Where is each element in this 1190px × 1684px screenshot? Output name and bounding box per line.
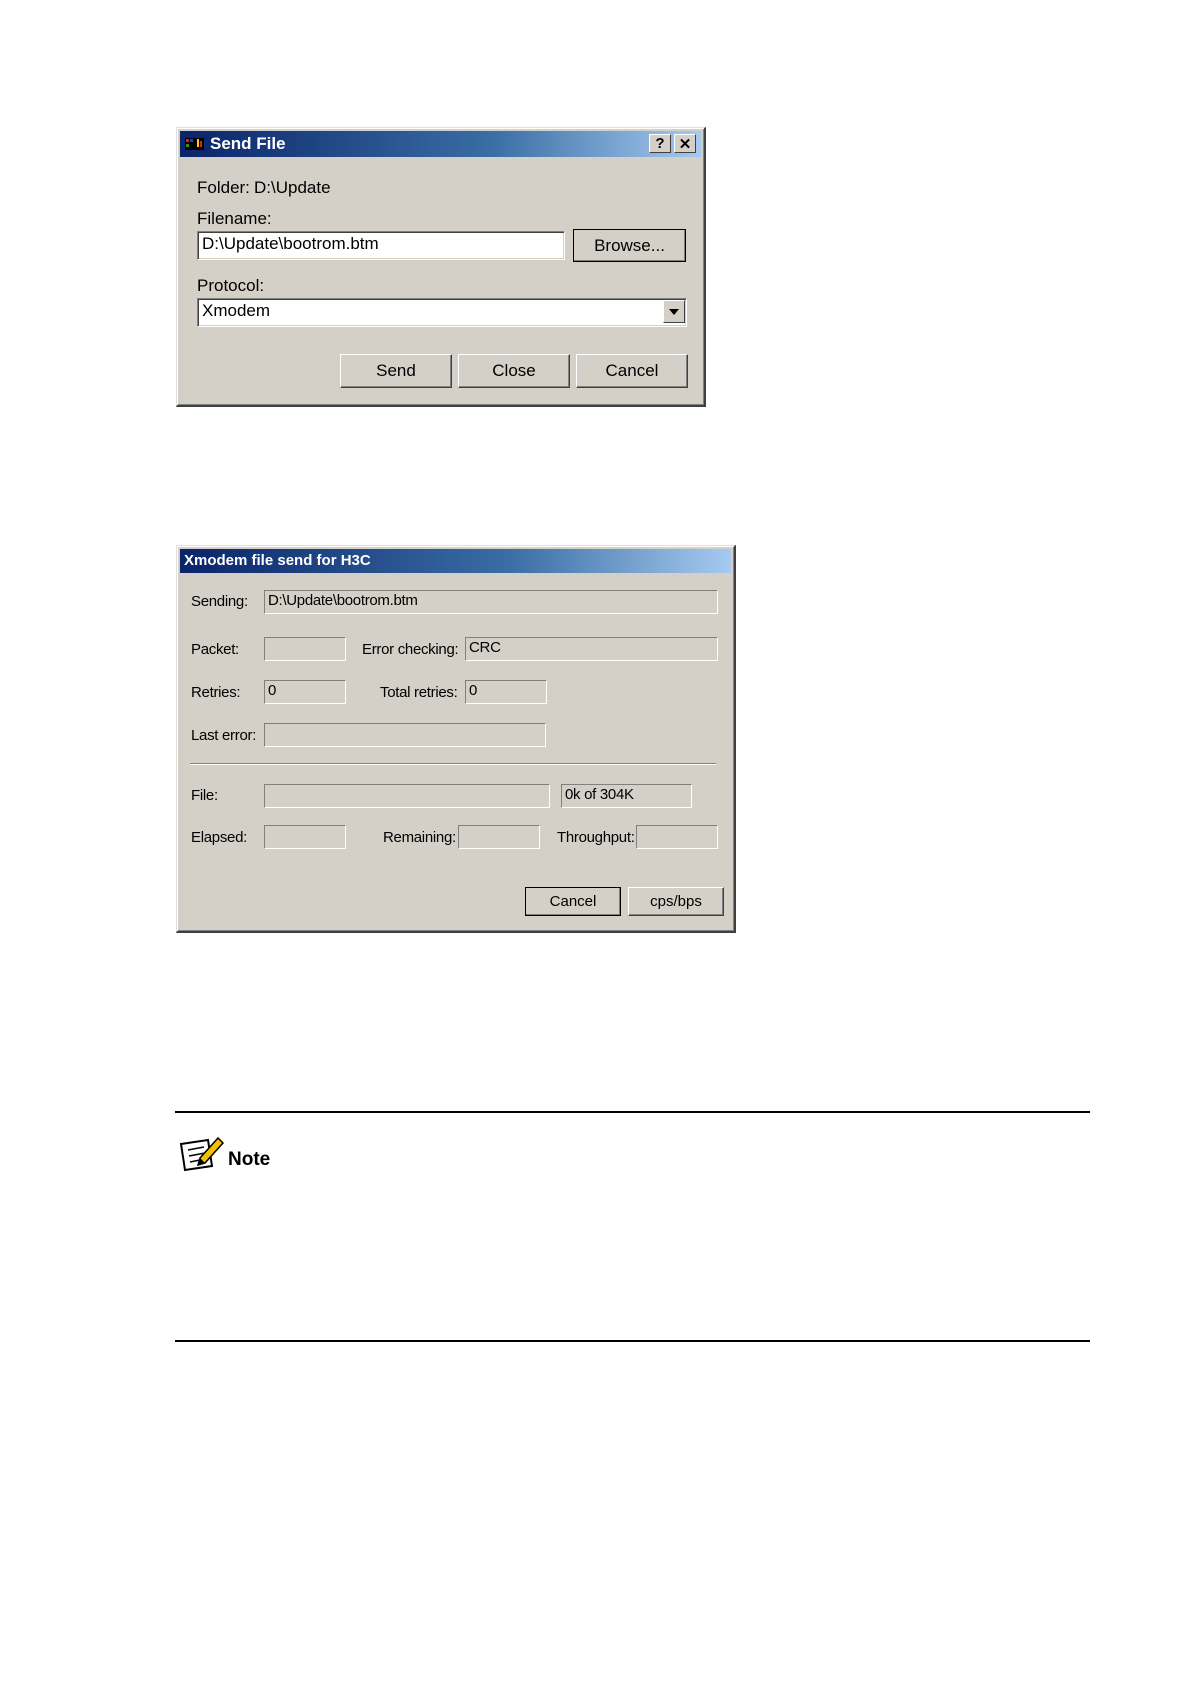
- folder-value: D:\Update: [254, 178, 331, 197]
- sending-field: D:\Update\bootrom.btm: [264, 590, 718, 614]
- note-top-rule: [175, 1111, 1090, 1113]
- file-progress-text: 0k of 304K: [561, 784, 692, 808]
- help-icon[interactable]: ?: [649, 134, 671, 153]
- send-file-title: Send File: [210, 134, 286, 153]
- protocol-select[interactable]: [197, 298, 687, 327]
- browse-button[interactable]: Browse...: [573, 229, 686, 262]
- throughput-field: [636, 825, 718, 849]
- protocol-value: Xmodem: [202, 301, 271, 320]
- xmodem-title-bar[interactable]: [180, 549, 731, 573]
- folder-label: Folder:: [197, 178, 250, 197]
- xmodem-progress-dialog: [176, 545, 736, 933]
- close-icon[interactable]: ✕: [674, 134, 696, 153]
- protocol-label: Protocol:: [197, 276, 265, 295]
- retries-field: 0: [264, 680, 346, 704]
- throughput-label: Throughput:: [557, 829, 635, 846]
- app-icon: [185, 136, 204, 152]
- total-retries-field: 0: [465, 680, 547, 704]
- cancel-button[interactable]: Cancel: [576, 354, 688, 388]
- last-error-field: [264, 723, 546, 747]
- file-progress-bar: [264, 784, 550, 808]
- last-error-label: Last error:: [191, 727, 257, 744]
- sending-label: Sending:: [191, 593, 248, 610]
- filename-input[interactable]: D:\Update\bootrom.btm: [197, 231, 565, 260]
- elapsed-label: Elapsed:: [191, 829, 247, 846]
- dropdown-arrow-button[interactable]: [663, 300, 685, 323]
- send-button[interactable]: Send: [340, 354, 452, 388]
- packet-field: [264, 637, 346, 661]
- filename-label: Filename:: [197, 209, 272, 228]
- send-file-title-bar[interactable]: [180, 131, 701, 157]
- packet-label: Packet:: [191, 641, 239, 658]
- note-title: Note: [228, 1149, 271, 1170]
- separator: [190, 763, 716, 765]
- chevron-down-icon: [669, 309, 679, 315]
- note-bottom-rule: [175, 1340, 1090, 1342]
- error-checking-field: CRC: [465, 637, 718, 661]
- elapsed-field: [264, 825, 346, 849]
- cancel-transfer-button[interactable]: Cancel: [525, 887, 621, 916]
- remaining-label: Remaining:: [383, 829, 456, 846]
- remaining-field: [458, 825, 540, 849]
- xmodem-title: Xmodem file send for H3C: [184, 552, 371, 569]
- close-button[interactable]: Close: [458, 354, 570, 388]
- cps-bps-button[interactable]: cps/bps: [628, 887, 724, 916]
- total-retries-label: Total retries:: [380, 684, 458, 701]
- error-checking-label: Error checking:: [362, 641, 459, 658]
- note-pencil-icon: [178, 1134, 224, 1174]
- send-file-dialog: [176, 127, 706, 407]
- retries-label: Retries:: [191, 684, 241, 701]
- file-label: File:: [191, 787, 218, 804]
